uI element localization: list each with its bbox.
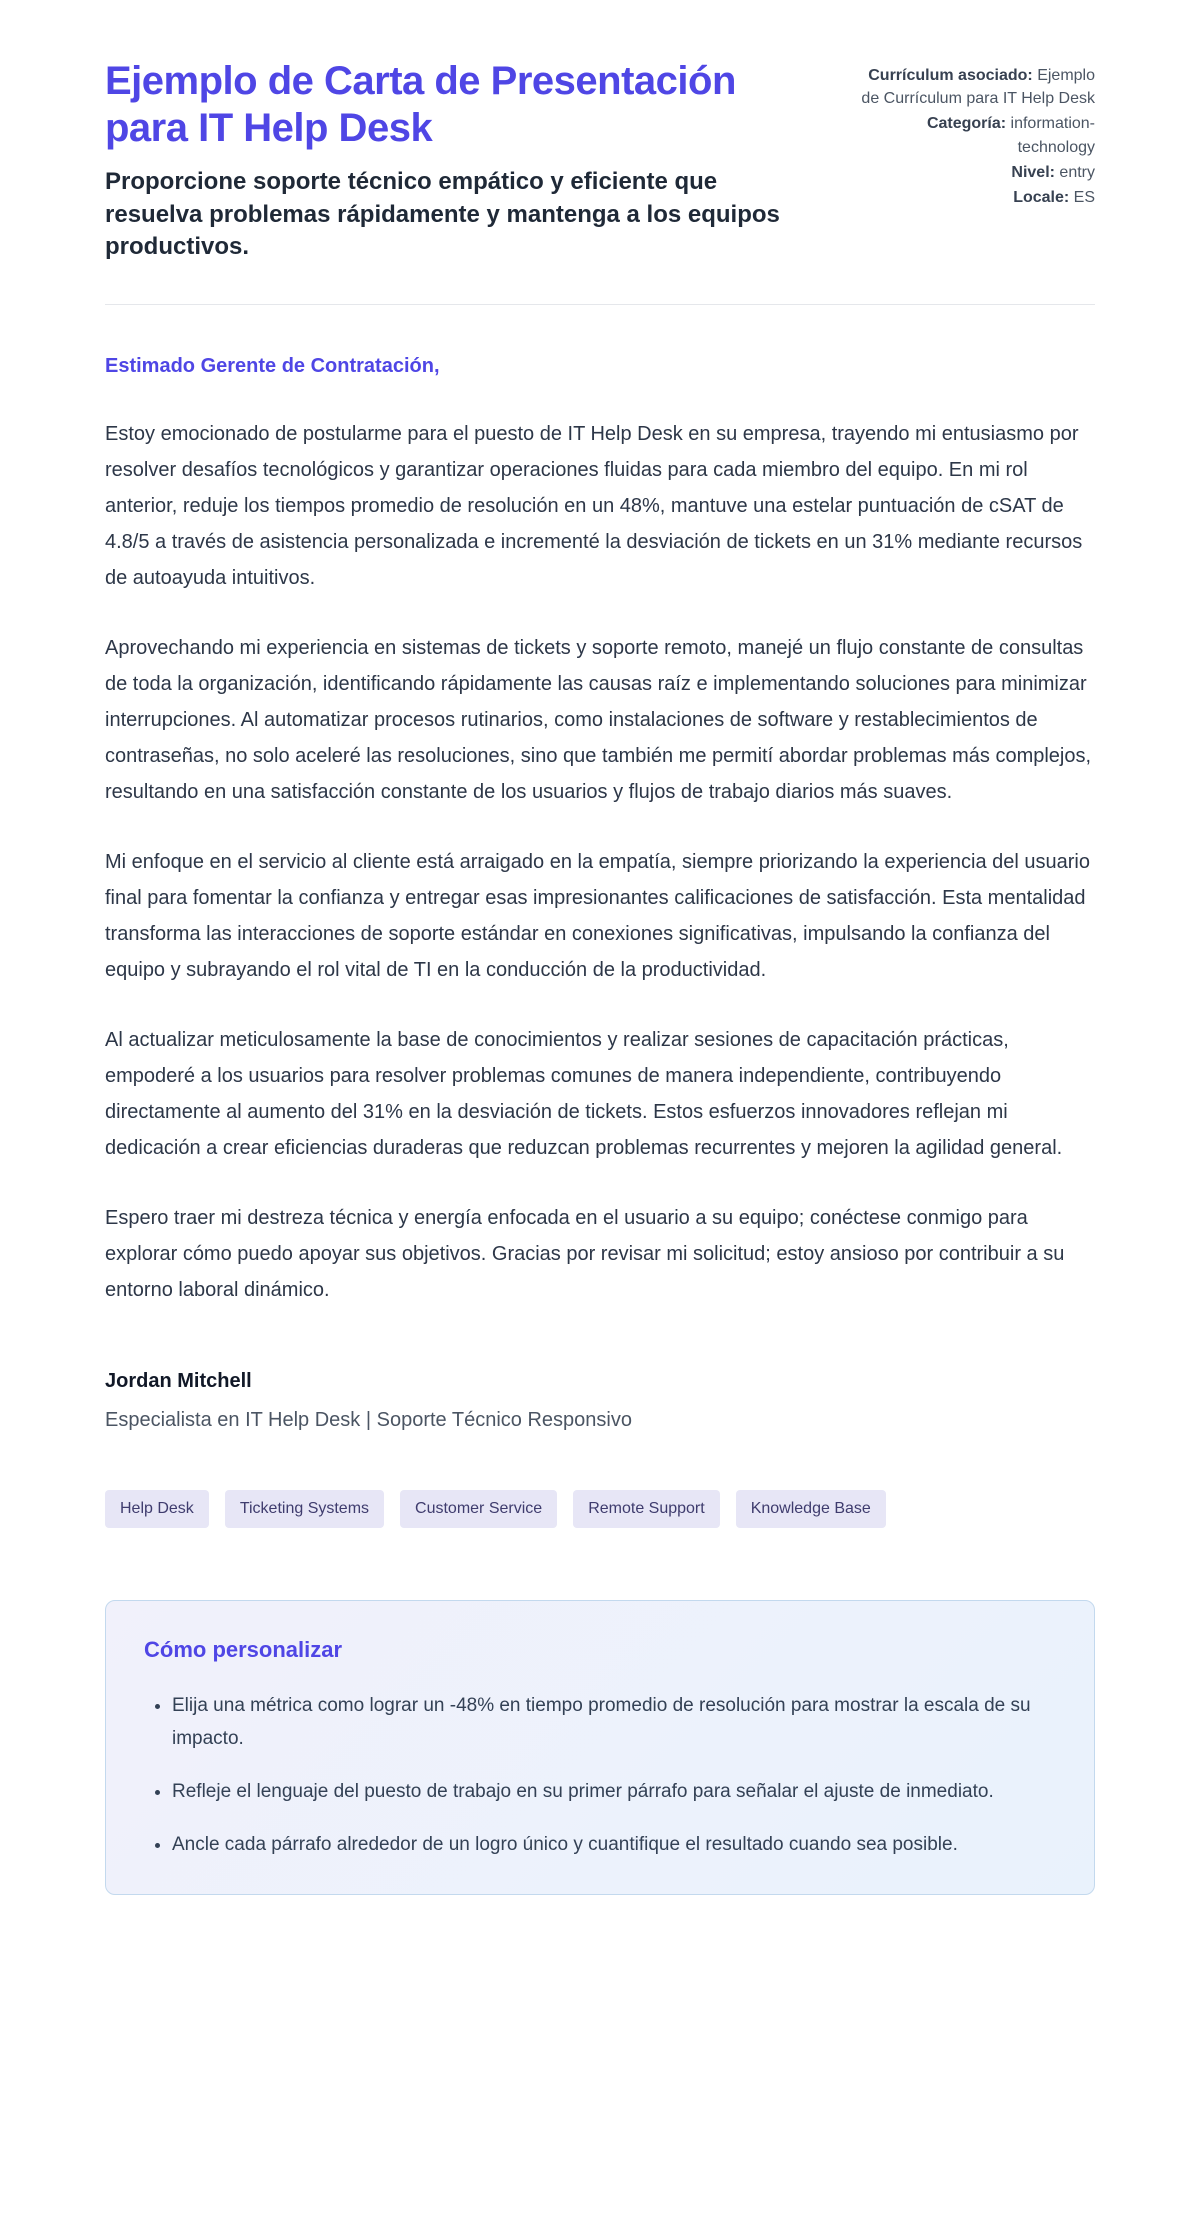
meta-label-category: Categoría:	[926, 115, 1007, 133]
meta-label-resume: Currículum asociado:	[868, 67, 1033, 84]
signature-block	[105, 1370, 1095, 1432]
meta-label-locale: Locale:	[1013, 188, 1070, 206]
page-header	[105, 58, 1095, 305]
tip-item-2: • Refleje el lenguaje del puesto de trabajo en su primer párrafo para señalar el ajuste de inmediato.	[172, 1775, 1056, 1808]
meta-value-level: entry	[1059, 163, 1095, 181]
letter-paragraph-3: Mi enfoque en el servicio al cliente está arraigado en la empatía, siempre priorizando la experiencia del usuario final para fomentar la confianza y entregar esas impresionantes calificaciones de satisfacción. Esta mentalidad transforma las interacciones de soporte estándar en conexiones significativas, impulsando la confianza del equipo y subrayando el rol vital de TI en la conducción de la productividad.	[105, 850, 1090, 981]
tag-ticketing-systems: Ticketing Systems	[225, 1490, 384, 1528]
page-title: Ejemplo de Carta de Presentación para IT Help Desk	[105, 59, 736, 151]
signature-role: Especialista en IT Help Desk | Soporte Técnico Responsivo	[105, 1408, 632, 1431]
tips-list	[144, 1689, 1056, 1862]
meta-row-category	[860, 112, 1095, 158]
tag-knowledge-base: Knowledge Base	[736, 1490, 886, 1528]
tip-item-1: • Elija una métrica como lograr un -48% en tiempo promedio de resolución para mostrar la escala de su impacto.	[172, 1689, 1056, 1756]
tag-remote-support: Remote Support	[573, 1490, 720, 1528]
customization-tips-box	[105, 1600, 1095, 1895]
tip-item-3: • Ancle cada párrafo alrededor de un logro único y cuantifique el resultado cuando sea posible.	[172, 1828, 1056, 1861]
letter-paragraph-4: Al actualizar meticulosamente la base de conocimientos y realizar sesiones de capacitación prácticas, empoderé a los usuarios para resolver problemas comunes de manera independiente, contribuyendo directamente al aumento del 31% en la desviación de tickets. Estos esfuerzos innovadores reflejan mi dedicación a crear eficiencias duraderas que reduzcan problemas recurrentes y mejoren la agilidad general.	[105, 1028, 1063, 1159]
meta-row-resume	[860, 64, 1095, 110]
letter-paragraph-1: Estoy emocionado de postularme para el puesto de IT Help Desk en su empresa, trayendo mi entusiasmo por resolver desafíos tecnológicos y garantizar operaciones fluidas para cada miembro del equipo. En mi rol anterior, reduje los tiempos promedio de resolución en un 48%, mantuve una estelar puntuación de cSAT de 4.8/5 a través de asistencia personalizada e incrementé la desviación de tickets en un 31% mediante recursos de autoayuda intuitivos.	[105, 422, 1083, 589]
letter-paragraph-5: Espero traer mi destreza técnica y energía enfocada en el usuario a su equipo; conéctese conmigo para explorar cómo puedo apoyar sus objetivos. Gracias por revisar mi solicitud; estoy ansioso por contribuir a su entorno laboral dinámico.	[105, 1206, 1065, 1301]
tag-customer-service: Customer Service	[400, 1490, 557, 1528]
header-title-block	[105, 58, 815, 264]
meta-label-level: Nivel:	[1011, 163, 1055, 181]
meta-value-resume: Ejemplo de Currículum para IT Help Desk	[861, 67, 1095, 108]
meta-value-category: information-technology	[1010, 115, 1095, 156]
skill-tags	[105, 1490, 1095, 1528]
page-subtitle: Proporcione soporte técnico empático y eficiente que resuelva problemas rápidamente y mantenga a los equipos productivos.	[105, 168, 780, 261]
letter-greeting: Estimado Gerente de Contratación,	[105, 354, 440, 377]
letter-body	[105, 305, 1095, 1432]
document-meta	[860, 58, 1095, 211]
signature-name: Jordan Mitchell	[105, 1369, 252, 1392]
tag-help-desk: Help Desk	[105, 1490, 209, 1528]
meta-value-locale: ES	[1073, 188, 1095, 206]
meta-row-locale	[860, 186, 1095, 209]
letter-paragraph-2: Aprovechando mi experiencia en sistemas de tickets y soporte remoto, manejé un flujo constante de consultas de toda la organización, identificando rápidamente las causas raíz e implementando soluciones para minimizar interrupciones. Al automatizar procesos rutinarios, como instalaciones de software y restablecimientos de contraseñas, no solo aceleré las resoluciones, sino que también me permití abordar problemas más complejos, resultando en una satisfacción constante de los usuarios y flujos de trabajo diarios más suaves.	[105, 636, 1092, 803]
meta-row-level	[860, 161, 1095, 184]
tips-title: Cómo personalizar	[144, 1636, 343, 1662]
